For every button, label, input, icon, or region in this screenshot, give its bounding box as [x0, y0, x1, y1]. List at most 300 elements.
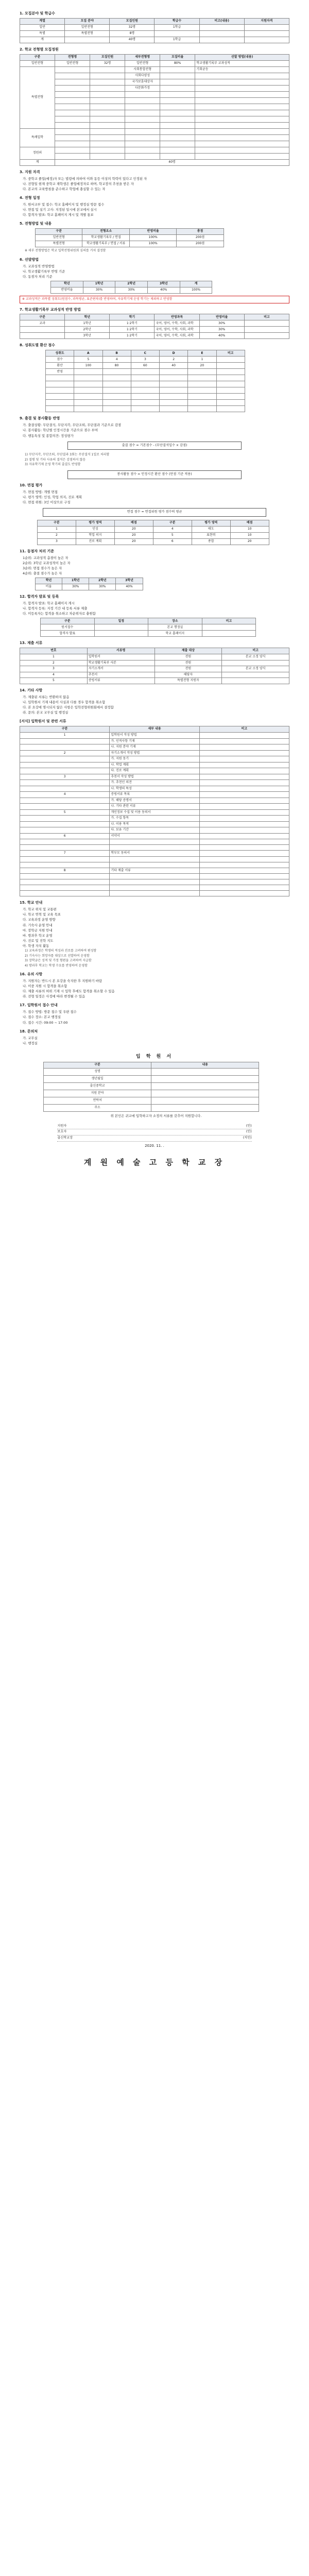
table-cell: 5: [20, 678, 88, 684]
table-row: [20, 798, 289, 804]
section11-title: 11. 동점자 처리 기준: [20, 549, 55, 553]
table-cell: [199, 879, 289, 885]
table-cell: [102, 381, 131, 387]
table-cell: [244, 333, 289, 339]
table-cell: [216, 369, 245, 375]
table-header: 비고: [222, 648, 289, 654]
table-row: [20, 762, 289, 768]
table-cell: [199, 768, 289, 774]
table-header: 반영비율: [129, 229, 176, 235]
table-row: [20, 60, 289, 66]
table-cell: [74, 406, 102, 412]
table-cell: [160, 110, 195, 116]
table-cell: 특별전형 지원자: [154, 678, 222, 684]
s2-header: 모집비율: [160, 54, 195, 60]
table-cell: [199, 786, 289, 792]
table-cell: [55, 73, 90, 79]
section6-items: [20, 264, 289, 279]
table-cell: [160, 66, 195, 73]
table-header: 성취도: [46, 350, 74, 357]
table-row: [20, 110, 289, 116]
table-row: [20, 37, 289, 43]
table-header: C: [131, 350, 159, 357]
table-cell: 5: [153, 532, 192, 538]
table-cell: [90, 104, 125, 110]
table-cell: 1·2학기: [110, 333, 154, 339]
table-cell: 32명: [110, 24, 154, 30]
table-cell: [195, 91, 289, 97]
table-cell: 1·2학기: [110, 327, 154, 333]
table-cell: [195, 85, 289, 91]
table-cell: [188, 375, 216, 381]
table-cell: [90, 79, 125, 85]
table-cell: [125, 153, 160, 159]
table-cell: [195, 110, 289, 116]
list-item: 2순위: 3학년 교과성적이 높은 자: [23, 561, 71, 565]
signature-label: 보호자: [57, 1130, 67, 1134]
table-cell: 국가보훈대상자: [125, 79, 160, 85]
table-cell: 100: [74, 363, 102, 369]
table-header: 장소: [148, 618, 202, 624]
table-cell: 학교생활기록부 교과성적: [195, 60, 289, 66]
table-row: [38, 532, 269, 538]
table-header: 학기: [110, 314, 154, 320]
list-item: 3순위: 면접 점수가 높은 자: [23, 566, 62, 570]
table-cell: 자기소개서: [87, 666, 154, 672]
section15-details: [20, 949, 289, 968]
table-cell: [55, 104, 90, 110]
table-cell: [90, 147, 125, 153]
section6-redbox: ※ 교과성적은 과목별 성취도(원점수, 과목평균, 표준편차)를 반영하며, 자유학기제 운영 학기는 제외하고 반영함: [20, 296, 289, 303]
table-header: E: [188, 350, 216, 357]
section10-box: 면접 점수 = 면접위원 평가 점수의 평균: [43, 508, 266, 517]
table-header: B: [102, 350, 131, 357]
table-cell: 추천서: [87, 672, 154, 678]
table-cell: [222, 660, 289, 666]
table-cell: [199, 30, 244, 37]
table-row: [20, 147, 289, 153]
table-cell: 합격자 발표: [41, 631, 95, 637]
table-cell: [110, 862, 199, 868]
table-cell: [46, 400, 74, 406]
table-cell: [102, 406, 131, 412]
list-item: 바. 방과후 학교 운영: [23, 933, 53, 938]
table-cell: 30%: [89, 584, 116, 590]
table-cell: 가. 해당 증명서: [110, 798, 199, 804]
table-cell: [20, 879, 110, 885]
table-row: [38, 526, 269, 532]
table-cell: [110, 879, 199, 885]
table-cell: 1학급: [154, 37, 199, 43]
table-cell: 3: [131, 357, 159, 363]
table-cell: 1: [20, 733, 110, 739]
section13-table: [20, 648, 289, 684]
table-cell: 다. 보유 기간: [110, 827, 199, 834]
table-cell: [199, 868, 289, 874]
table-cell: [55, 97, 90, 104]
list-item: 나. 평가 영역: 인성, 학업 의지, 진로 계획: [23, 495, 82, 499]
list-item: 나. 면접 및 실기 고사: 지정된 일시에 본교에서 실시: [23, 208, 97, 212]
table-header: 학년: [51, 281, 83, 287]
table-cell: 서약서: [110, 833, 199, 839]
table-cell: [160, 91, 195, 97]
table-cell: [188, 406, 216, 412]
table-cell: 20: [114, 526, 153, 532]
s1-header: 모집인원: [110, 18, 154, 24]
section17-items: [20, 1010, 289, 1025]
table-row: [20, 756, 289, 762]
table-row: [20, 845, 289, 851]
table-cell: 4: [20, 792, 110, 798]
table-cell: 40%: [116, 584, 143, 590]
list-item: 1) 무단지각, 무단조퇴, 무단결과 3회는 무단결석 1일로 처리함: [25, 453, 110, 457]
list-item: 다. 면접 위원: 3인 이상으로 구성: [23, 500, 71, 504]
table-cell: 진로 계획: [76, 538, 114, 545]
table-cell: [90, 141, 125, 147]
table-cell: 30%: [83, 287, 115, 293]
table-cell: [20, 821, 110, 827]
table-cell: [102, 400, 131, 406]
table-row: [44, 1068, 259, 1075]
section7-title: 7. 학교생활기록부 교과성적 반영 방법: [20, 307, 81, 312]
table-cell: [216, 406, 245, 412]
table-cell: [110, 845, 199, 851]
s1-header: 모집 분야: [65, 18, 110, 24]
section8-title: 8. 성취도별 환산 점수: [20, 343, 55, 348]
s1-header: 계열: [20, 18, 65, 24]
table-cell: 1: [38, 526, 76, 532]
table-cell: 60: [131, 363, 159, 369]
list-item: 사. 진로 및 진학 지도: [23, 938, 54, 943]
table-cell: 입학원서 작성 방법: [110, 733, 199, 739]
table-cell: 인성: [76, 526, 114, 532]
table-cell: 나. 이용 목적: [110, 821, 199, 827]
table-row: [20, 327, 289, 333]
table-row: [44, 1075, 259, 1082]
table-cell: 증빙서류 목록: [110, 792, 199, 798]
table-row: [20, 750, 289, 756]
table-row: [41, 624, 256, 631]
table-cell: [199, 798, 289, 804]
table-cell: 학교생활기록부 / 면접 / 서류: [82, 241, 129, 247]
table-row: [20, 30, 289, 37]
table-cell: 3: [20, 774, 110, 780]
table-cell: 20: [114, 538, 153, 545]
s2-header: 구분: [20, 54, 55, 60]
table-cell: [20, 804, 110, 810]
table-header: 배점: [230, 520, 269, 526]
table-cell: [188, 394, 216, 400]
table-header: 1학년: [62, 578, 89, 584]
table-row: [44, 1082, 259, 1090]
table-header: 2학년: [115, 281, 148, 287]
table-cell: [216, 394, 245, 400]
table-cell: [160, 73, 195, 79]
table-cell: 나. 지원 분야 기재: [110, 744, 199, 751]
section3-items: [20, 177, 289, 192]
section9-formula-box: 출결 점수 = 기본점수 - (무단결석일수 × 감점): [67, 442, 242, 450]
list-item: 가. 출결상황: 무단결석, 무단지각, 무단조퇴, 무단결과 기준으로 감점: [23, 423, 122, 428]
table-cell: [20, 816, 110, 822]
table-cell: 사회다양성: [125, 73, 160, 79]
table-cell: [195, 141, 289, 147]
table-header: 학년: [36, 578, 62, 584]
table-cell: 증빙서류: [87, 678, 154, 684]
section6-title: 6. 선발방법: [20, 257, 39, 262]
table-row: [20, 809, 289, 816]
signature-row: [57, 1124, 251, 1130]
list-item: 1) 교육과정은 학생의 적성과 진로를 고려하여 편성함: [25, 949, 97, 953]
table-cell: [195, 122, 289, 128]
table-cell: 주소: [44, 1104, 151, 1111]
table-cell: 4: [20, 672, 88, 678]
table-cell: 기타 제출 서류: [110, 868, 199, 874]
table-cell: 4: [153, 526, 192, 532]
table-cell: [74, 369, 102, 375]
s1-header: 지원자격: [244, 18, 289, 24]
table-cell: [199, 762, 289, 768]
list-item: 가. 지원자는 반드시 본 요강을 숙지한 후 지원하기 바람: [23, 979, 102, 984]
s2-header: 모집인원: [90, 54, 125, 60]
list-item: 다. 접수 시간: 09:00 ~ 17:00: [23, 1020, 68, 1025]
table-cell: 학교생활기록부 사본: [87, 660, 154, 666]
list-item: 가. 원서교부 및 접수: 학교 홈페이지 및 행정실 방문 접수: [23, 202, 105, 207]
table-cell: [199, 750, 289, 756]
total-row: [20, 159, 289, 165]
table-header: 구분: [44, 1062, 151, 1068]
section11-small-table: [35, 578, 143, 590]
table-cell: 가. 추천인 의견: [110, 780, 199, 786]
table-cell: 해당자: [154, 672, 222, 678]
table-row: [20, 856, 289, 862]
table-row: [20, 91, 289, 97]
section11-items: [20, 556, 289, 576]
table-cell: [90, 116, 125, 122]
table-cell: [195, 97, 289, 104]
table-cell: 일반: [20, 24, 65, 30]
table-cell: 30%: [115, 287, 148, 293]
section6-score-table: [50, 281, 212, 294]
table-cell: [20, 786, 110, 792]
table-cell: 2: [20, 660, 88, 666]
table-row: [20, 678, 289, 684]
signature-row: [57, 1129, 251, 1136]
table-cell: [160, 104, 195, 110]
table-cell: [94, 624, 148, 631]
table-cell: [20, 839, 110, 845]
table-cell: [195, 134, 289, 141]
table-cell: 80: [102, 363, 131, 369]
signature-row: [57, 1136, 251, 1142]
section5-note: ※ 세부 전형방법은 학교 입학전형위원회 심의를 거쳐 결정함: [25, 249, 106, 253]
section12-title: 12. 합격자 발표 및 등록: [20, 595, 59, 599]
table-row: [20, 104, 289, 110]
table-cell: [188, 381, 216, 387]
table-cell: [131, 394, 159, 400]
table-cell: 30%: [62, 584, 89, 590]
table-cell: [20, 856, 110, 862]
table-header: 비고: [216, 350, 245, 357]
section9-formula-box-2: 봉사활동 점수 = 인정시간 환산 점수 (만점 기준 적용): [67, 470, 242, 479]
table-cell: [55, 79, 90, 85]
list-item: 4) 방과후 학교는 학생 수요를 반영하여 운영함: [25, 963, 88, 968]
table-cell: 다문화가정: [125, 85, 160, 91]
list-item: 다. 교육과정 운영 방향: [23, 918, 56, 922]
table-cell: [199, 37, 244, 43]
school-principal-title: 계 원 예 술 고 등 학 교 장: [83, 1157, 226, 1167]
table-cell: 5: [74, 357, 102, 363]
table-cell: 20: [230, 538, 269, 545]
table-cell: [160, 85, 195, 91]
table-cell: [20, 845, 110, 851]
table-cell: 40%: [148, 287, 180, 293]
application-pledge: 위 본인은 귀교에 입학하고자 소정의 서류를 갖추어 지원합니다.: [110, 1113, 202, 1118]
table-cell: [55, 153, 90, 159]
table-cell: [151, 1104, 259, 1111]
table-cell: [74, 375, 102, 381]
table-cell: [131, 381, 159, 387]
signature-value: (인): [246, 1124, 252, 1128]
table-row: [20, 666, 289, 672]
table-cell: 3: [20, 666, 88, 672]
table-cell: [90, 134, 125, 141]
table-cell: 자기소개서 작성 방법: [110, 750, 199, 756]
signature-value: (인): [246, 1130, 252, 1134]
list-item: 다. 동점자 처리 기준: [23, 274, 53, 279]
section18-title: 18. 문의처: [20, 1029, 38, 1033]
table-row: [20, 153, 289, 159]
table-row: [46, 400, 245, 406]
table-cell: [125, 122, 160, 128]
table-cell: 1: [188, 357, 216, 363]
table-cell: 2: [20, 750, 110, 756]
table-row: [20, 320, 289, 327]
table-cell: 100%: [129, 235, 176, 241]
table-cell: [199, 816, 289, 822]
table-cell: [65, 37, 110, 43]
table-row: [20, 128, 289, 134]
list-item: 나. 봉사활동: 학년별 인정시간을 기준으로 점수 부여: [23, 428, 98, 433]
table-cell: [195, 147, 289, 153]
table-cell: [110, 839, 199, 845]
table-cell: [94, 631, 148, 637]
table-cell: 국어, 영어, 수학, 사회, 과학: [154, 327, 199, 333]
table-cell: [199, 851, 289, 857]
table-cell: [160, 387, 188, 394]
table-cell: [90, 128, 125, 134]
table-cell: [154, 30, 199, 37]
table-cell: [90, 110, 125, 116]
table-cell: [20, 768, 110, 774]
s2-header: 세부전형명: [125, 54, 160, 60]
table-header: 3학년: [116, 578, 143, 584]
table-cell: [131, 387, 159, 394]
list-item: 3) 자유학기제 운영 학기의 출결도 반영함: [25, 463, 81, 467]
list-item: 가. 학교 위치 및 교통편: [23, 907, 57, 912]
table-cell: 200점: [177, 235, 224, 241]
list-item: 2) 기숙사는 희망자를 대상으로 선발하여 운영함: [25, 954, 90, 958]
table-header: 총점: [177, 229, 224, 235]
table-cell: [199, 885, 289, 891]
table-cell: 추천서 작성 방법: [110, 774, 199, 780]
table-cell: [199, 839, 289, 845]
s1-header: 학급수: [154, 18, 199, 24]
table-header: 구분: [20, 314, 65, 320]
table-header: 학년: [65, 314, 110, 320]
table-cell: [199, 833, 289, 839]
table-cell: 10: [230, 526, 269, 532]
table-cell: [160, 375, 188, 381]
table-cell: 성명: [44, 1068, 151, 1075]
table-cell: [195, 153, 289, 159]
table-cell: [90, 122, 125, 128]
table-cell: 가. 지원 동기: [110, 756, 199, 762]
table-row: [20, 134, 289, 141]
table-header: 번호: [20, 648, 88, 654]
table-cell: [160, 400, 188, 406]
table-cell: [55, 141, 90, 147]
table-row: [20, 833, 289, 839]
table-header: 계: [180, 281, 212, 287]
table-cell: [90, 97, 125, 104]
table-cell: 입학원서: [87, 654, 154, 660]
list-item: 나. 학교생활기록부 반영 기준: [23, 269, 65, 274]
table-row: [20, 333, 289, 339]
table-header: 반영과목: [154, 314, 199, 320]
table-cell: 1학급: [154, 24, 199, 30]
table-row: [44, 1097, 259, 1104]
list-item: 라. 전형 일정은 사정에 따라 변경될 수 있음: [23, 994, 85, 999]
table-header: 전형요소: [82, 229, 129, 235]
list-item: 나. 접수 장소: 본교 행정실: [23, 1015, 61, 1020]
table-cell: [160, 153, 195, 159]
table-cell: [90, 153, 125, 159]
table-row: [44, 1104, 259, 1111]
list-item: 다. 합격자 발표: 학교 홈페이지 게시 및 개별 통보: [23, 213, 94, 217]
table-cell: [102, 394, 131, 400]
list-item: 나. 합격자 등록: 지정 기간 내 등록 서류 제출: [23, 606, 88, 611]
table-row: [38, 538, 269, 545]
list-item: 다. 본 요강에 명시되지 않은 사항은 입학전형위원회에서 결정함: [23, 705, 114, 709]
table-cell: [20, 762, 110, 768]
table-cell: 가. 인적사항 기재: [110, 738, 199, 744]
table-cell: [244, 327, 289, 333]
table-cell: [160, 394, 188, 400]
table-cell: 가. 수집 항목: [110, 816, 199, 822]
table-header: 구분: [36, 229, 82, 235]
table-cell: 100%: [129, 241, 176, 247]
table-row: [20, 851, 289, 857]
table-cell: [20, 891, 110, 896]
table-cell: [20, 827, 110, 834]
table-cell: 종합: [192, 538, 230, 545]
table-cell: [160, 97, 195, 104]
table-cell: [160, 122, 195, 128]
section18-items: [20, 1036, 289, 1046]
list-item: 1순위: 교과성적 총점이 높은 자: [23, 555, 68, 560]
table-cell: 원서접수: [41, 624, 95, 631]
table-cell: [125, 91, 160, 97]
section1-table: [20, 18, 289, 43]
table-cell: [199, 756, 289, 762]
list-item: 라. 기숙사 운영 안내: [23, 923, 53, 927]
table-row: [20, 868, 289, 874]
table-cell: [195, 79, 289, 85]
table-cell: [195, 73, 289, 79]
table-cell: [55, 122, 90, 128]
table-cell: 생년월일: [44, 1075, 151, 1082]
table-cell: 비율: [36, 584, 62, 590]
